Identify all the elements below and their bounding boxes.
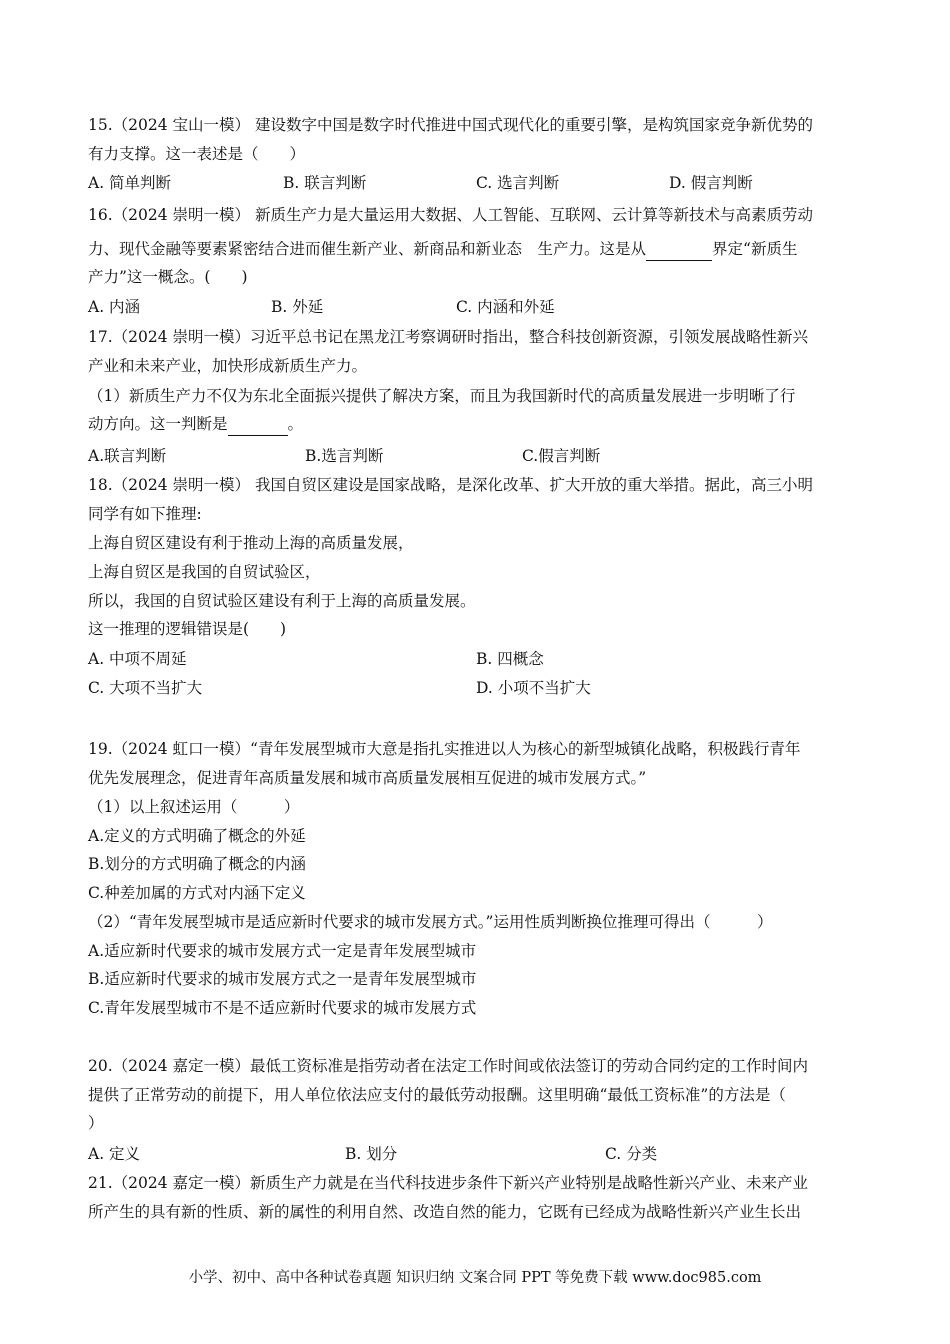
q18-option-d: D. 小项不当扩大: [476, 679, 591, 697]
q20-option-a: A. 定义: [88, 1145, 141, 1163]
q16-stem-line2-tail: 界定“新质生: [712, 240, 798, 258]
q18-question: 这一推理的逻辑错误是( ): [88, 620, 287, 638]
q19-sub1-option-b: B.划分的方式明确了概念的内涵: [88, 855, 306, 873]
q15-option-c: C. 选言判断: [476, 174, 560, 192]
q19-sub2-option-c: C.青年发展型城市不是不适应新时代要求的城市发展方式: [88, 999, 477, 1017]
q17-sub1-line2: [88, 413, 868, 436]
q17-option-c: C.假言判断: [522, 447, 601, 465]
q18-premise-minor: 上海自贸区是我国的自贸试验区，: [88, 563, 321, 581]
q20-stem-line3: ）: [88, 1114, 104, 1132]
q15-stem-line2: 有力支撑。这一表述是（ ）: [88, 145, 306, 163]
q16-stem-line1: 16.（2024 崇明一模） 新质生产力是大量运用大数据、人工智能、互联网、云计算等新技术与高素质劳动: [88, 206, 813, 224]
q20-option-b: B. 划分: [345, 1145, 398, 1163]
q16-stem-line3: 产力”这一概念。( ): [88, 268, 248, 286]
q19-sub1-question: （1）以上叙述运用（ ）: [88, 798, 300, 816]
q18-option-a: A. 中项不周延: [88, 650, 187, 668]
q20-option-c: C. 分类: [605, 1145, 658, 1163]
q19-stem-line2: 优先发展理念，促进青年高质量发展和城市高质量发展相互促进的城市发展方式。”: [88, 769, 647, 787]
page-footer: 小学、初中、高中各种试卷真题 知识归纳 文案合同 PPT 等免费下载 www.doc985.com: [188, 1270, 762, 1286]
q18-option-b: B. 四概念: [476, 650, 544, 668]
answer-blank: [646, 238, 712, 261]
q15-option-b: B. 联言判断: [283, 174, 367, 192]
q18-conclusion: 所以，我国的自贸试验区建设有利于上海的高质量发展。: [88, 592, 476, 610]
q16-option-a: A. 内涵: [88, 298, 141, 316]
q17-stem-line2: 产业和未来产业，加快形成新质生产力。: [88, 357, 368, 375]
answer-blank: [228, 413, 288, 436]
q18-option-c: C. 大项不当扩大: [88, 679, 203, 697]
q19-stem-line1: 19.（2024 虹口一模）“青年发展型城市大意是指扎实推进以人为核心的新型城镇化战略，积极践行青年: [88, 740, 801, 758]
q15-option-a: A. 简单判断: [88, 174, 172, 192]
q20-stem-line1: 20.（2024 嘉定一模）最低工资标准是指劳动者在法定工作时间或依法签订的劳动合同约定的工作时间内: [88, 1057, 809, 1075]
q18-stem-line2: 同学有如下推理:: [88, 505, 202, 523]
q17-option-a: A.联言判断: [88, 447, 167, 465]
q20-stem-line2: 提供了正常劳动的前提下，用人单位依法应支付的最低劳动报酬。这里明确“最低工资标准”的方法是（: [88, 1086, 786, 1104]
q15-stem-line1: 15.（2024 宝山一模） 建设数字中国是数字时代推进中国式现代化的重要引擎，是构筑国家竞争新优势的: [88, 116, 813, 134]
q21-stem-line1: 21.（2024 嘉定一模）新质生产力就是在当代科技进步条件下新兴产业特别是战略性新兴产业、未来产业: [88, 1174, 809, 1192]
q17-option-b: B.选言判断: [305, 447, 384, 465]
q17-stem-line1: 17.（2024 崇明一模）习近平总书记在黑龙江考察调研时指出，整合科技创新资源，引领发展战略性新兴: [88, 328, 809, 346]
q17-sub1-line1: （1）新质生产力不仅为东北全面振兴提供了解决方案，而且为我国新时代的高质量发展进一步明晰了行: [88, 387, 796, 405]
q16-stem-line2-text: 力、现代金融等要素紧密结合进而催生新产业、新商品和新业态 生产力。这是从: [88, 240, 647, 258]
q19-sub1-option-c: C.种差加属的方式对内涵下定义: [88, 884, 306, 902]
q19-sub1-option-a: A.定义的方式明确了概念的外延: [88, 827, 306, 845]
q17-sub1-line2-text: 动方向。这一判断是: [88, 415, 228, 433]
q19-sub2-question: （2）“青年发展型城市是适应新时代要求的城市发展方式。”运用性质判断换位推理可得出（ ）: [88, 913, 773, 931]
q15-option-d: D. 假言判断: [669, 174, 753, 192]
q17-sub1-line2-tail: 。: [287, 415, 304, 433]
q18-premise-major: 上海自贸区建设有利于推动上海的高质量发展，: [88, 534, 414, 552]
q19-sub2-option-b: B.适应新时代要求的城市发展方式之一是青年发展型城市: [88, 970, 477, 988]
q19-sub2-option-a: A.适应新时代要求的城市发展方式一定是青年发展型城市: [88, 942, 477, 960]
q21-stem-line2: 所产生的具有新的性质、新的属性的利用自然、改造自然的能力，它既有已经成为战略性新兴产业生长出: [88, 1203, 802, 1221]
q16-option-b: B. 外延: [271, 298, 324, 316]
q18-stem-line1: 18.（2024 崇明一模） 我国自贸区建设是国家战略，是深化改革、扩大开放的重大举措。据此，高三小明: [88, 476, 813, 494]
q16-stem-line2: [88, 238, 868, 261]
q16-option-c: C. 内涵和外延: [456, 298, 555, 316]
